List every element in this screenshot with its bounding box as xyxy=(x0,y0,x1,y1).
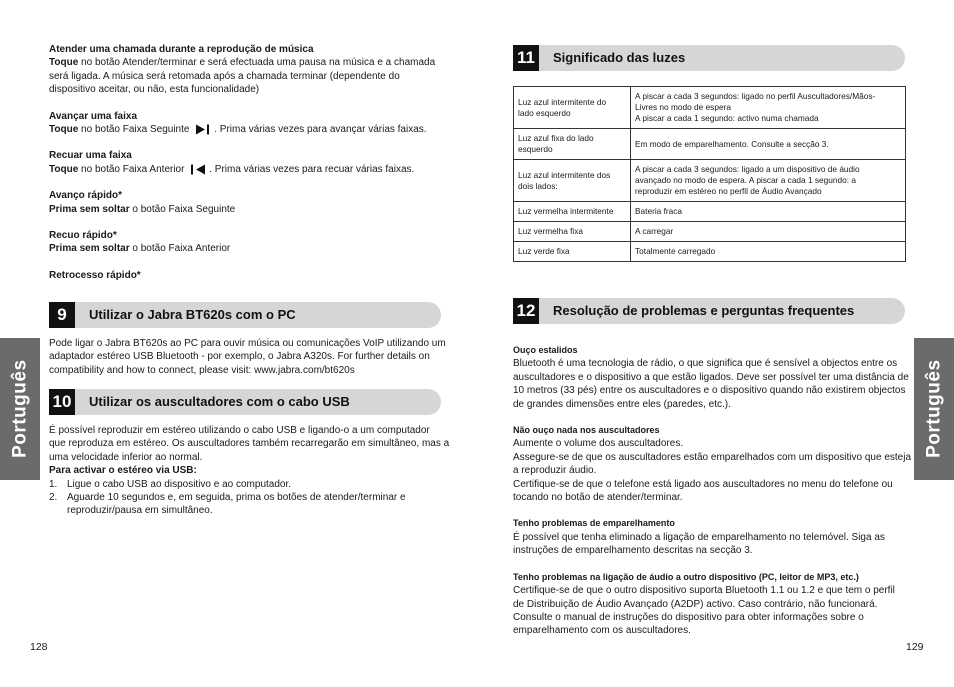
table-row xyxy=(514,222,906,242)
section-number: 9 xyxy=(49,302,75,328)
section-number: 10 xyxy=(49,389,75,415)
light-cell: Luz azul fixa do lado esquerdo xyxy=(514,129,631,160)
light-cell: Luz vermelha intermitente xyxy=(514,202,631,222)
meaning-cell: Totalmente carregado xyxy=(631,242,906,262)
meaning-cell: A piscar a cada 3 segundos: ligado no perfil Auscultadores/Mãos- Livres no modo de espera A piscar a cada 1 segundo: activo numa chamada xyxy=(631,87,906,129)
section-title: Significado das luzes xyxy=(553,50,686,65)
language-side-tab-right xyxy=(914,338,954,480)
next-track-icon xyxy=(195,124,211,135)
faq-item: Tenho problemas na ligação de áudio a outro dispositivo (PC, leitor de MP3, etc.) Certifique-se de que o outro dispositivo suporta Bluetooth 1.1 ou 1.2 e que tem o perfil de Distribuição de Áudio Avançado (A2DP) activo. Caso contrário, não funcionará. Consulte o manual de instruções do dispositivo para obter informações sobre o emparelhamento com os auscultadores. xyxy=(513,571,895,637)
block-title: Avanço rápido* xyxy=(49,190,122,202)
section-title: Resolução de problemas e perguntas frequentes xyxy=(553,303,855,318)
block-title: Recuo rápido* xyxy=(49,230,117,242)
section-number: 11 xyxy=(513,45,539,71)
light-cell: Luz verde fixa xyxy=(514,242,631,262)
table-row xyxy=(514,160,906,202)
section-title: Utilizar os auscultadores com o cabo USB xyxy=(89,394,350,409)
language-side-tab-left xyxy=(0,338,40,480)
list-item: 1. Ligue o cabo USB ao dispositivo e ao computador. xyxy=(49,478,292,490)
section-11-header xyxy=(513,45,905,71)
block-title: Retrocesso rápido* xyxy=(49,269,141,281)
meaning-cell: A carregar xyxy=(631,222,906,242)
section-10-body: É possível reproduzir em estéreo utilizando o cabo USB e ligando-o a um computador que reproduza em estéreo. Os auscultadores também recarregarão em simultâneo, mas a uma velocidade inferior ao normal. Para activar o estéreo via USB: 1. Ligue o cabo USB ao dispositivo e ao computador. 2. Aguarde 10 segundos e, em seguida, prima os botões de atender/terminar e reproduzir/pausa em simultâneo. xyxy=(49,425,450,517)
faq-title: Tenho problemas de emparelhamento xyxy=(513,518,675,529)
section-12-body xyxy=(513,344,913,638)
faq-title: Ouço estalidos xyxy=(513,345,578,355)
previous-track-icon xyxy=(190,164,206,175)
faq-title: Não ouço nada nos auscultadores xyxy=(513,425,660,436)
fast-forward-block: Avanço rápido* Prima sem soltar o botão Faixa Seguinte xyxy=(49,190,236,215)
table-row xyxy=(514,87,906,129)
block-title: Avançar uma faixa xyxy=(49,110,138,122)
section-10-header xyxy=(49,389,441,415)
play-controls-section xyxy=(49,43,449,282)
meaning-cell: Em modo de emparelhamento. Consulte a secção 3. xyxy=(631,129,906,160)
section-12-header xyxy=(513,298,905,324)
table-row xyxy=(514,202,906,222)
faq-title: Tenho problemas na ligação de áudio a outro dispositivo (PC, leitor de MP3, etc.) xyxy=(513,571,859,582)
page-number-left: 128 xyxy=(30,641,48,653)
page-number-right: 129 xyxy=(906,641,924,653)
light-cell: Luz azul intermitente dos dois lados: xyxy=(514,160,631,202)
section-number: 12 xyxy=(513,298,539,324)
faq-item: Não ouço nada nos auscultadores Aumente o volume dos auscultadores. Assegure-se de que os auscultadores estão emparelhados com um dispositivo que esteja a reproduzir áudio. Certifique-se de que o telefone está ligado aos auscultadores no menu do telefone ou tocando no botão de atender/terminar. xyxy=(513,425,912,504)
table-row xyxy=(514,129,906,160)
side-tab-label: Português xyxy=(923,359,945,459)
rewind-block: Recuo rápido* Prima sem soltar o botão Faixa Anterior xyxy=(49,230,231,255)
usb-steps-list xyxy=(49,478,449,518)
side-tab-label: Português xyxy=(9,359,31,459)
meaning-cell: A piscar a cada 3 segundos: ligado a um dispositivo de áudio avançado no modo de espera. A piscar a cada 1 segundo: a reproduzir em estéreo no perfil de Áudio Avançado xyxy=(631,160,906,202)
block-title: Atender uma chamada durante a reprodução de música xyxy=(49,44,314,55)
lights-table xyxy=(513,86,906,262)
meaning-cell: Bateria fraca xyxy=(631,202,906,222)
sub-title: Para activar o estéreo via USB: xyxy=(49,465,197,477)
previous-track-block: Recuar uma faixa Toque no botão Faixa Anterior . Prima várias vezes para recuar várias faixas. xyxy=(49,150,415,175)
faq-item: Ouço estalidos Bluetooth é uma tecnologia de rádio, o que significa que é sensível a objectos entre os auscultadores e o dispositivo a que estão ligados. Deve ser possível ter uma distância de 10 metros (33 pés) entre os auscultadores e o dispositivo quando não existirem objectos de grandes dimensões entre eles (paredes, etc.). xyxy=(513,345,909,410)
list-item: 2. Aguarde 10 segundos e, em seguida, prima os botões de atender/terminar e reproduzir/pausa em simultâneo. xyxy=(49,492,406,517)
light-cell: Luz vermelha fixa xyxy=(514,222,631,242)
fast-rewind-block xyxy=(49,269,449,282)
section-9-body: Pode ligar o Jabra BT620s ao PC para ouvir música ou comunicações VoIP utilizando um adaptador estéreo USB Bluetooth - por exemplo, o Jabra A320s. For further details on compatibility and how to connect, please visit: www.jabra.com/bt620s xyxy=(49,338,446,376)
next-track-block: Avançar uma faixa Toque no botão Faixa Seguinte . Prima várias vezes para avançar várias faixas. xyxy=(49,110,427,136)
faq-item: Tenho problemas de emparelhamento É possível que tenha eliminado a ligação de emparelhamento no telemóvel. Siga as instruções de emparelhamento descritas na secção 3. xyxy=(513,518,885,557)
section-9-header xyxy=(49,302,441,328)
light-cell: Luz azul intermitente do lado esquerdo xyxy=(514,87,631,129)
section-title: Utilizar o Jabra BT620s com o PC xyxy=(89,307,296,322)
table-row xyxy=(514,242,906,262)
answer-during-music-block: Atender uma chamada durante a reprodução de música Toque no botão Atender/terminar e será efectuada uma pausa na música e a chamada será ligada. A música será retomada após a chamada terminar (dependente do dispositivo aceitar, ou não, esta funcionalidade) xyxy=(49,44,436,96)
block-title: Recuar uma faixa xyxy=(49,150,132,162)
